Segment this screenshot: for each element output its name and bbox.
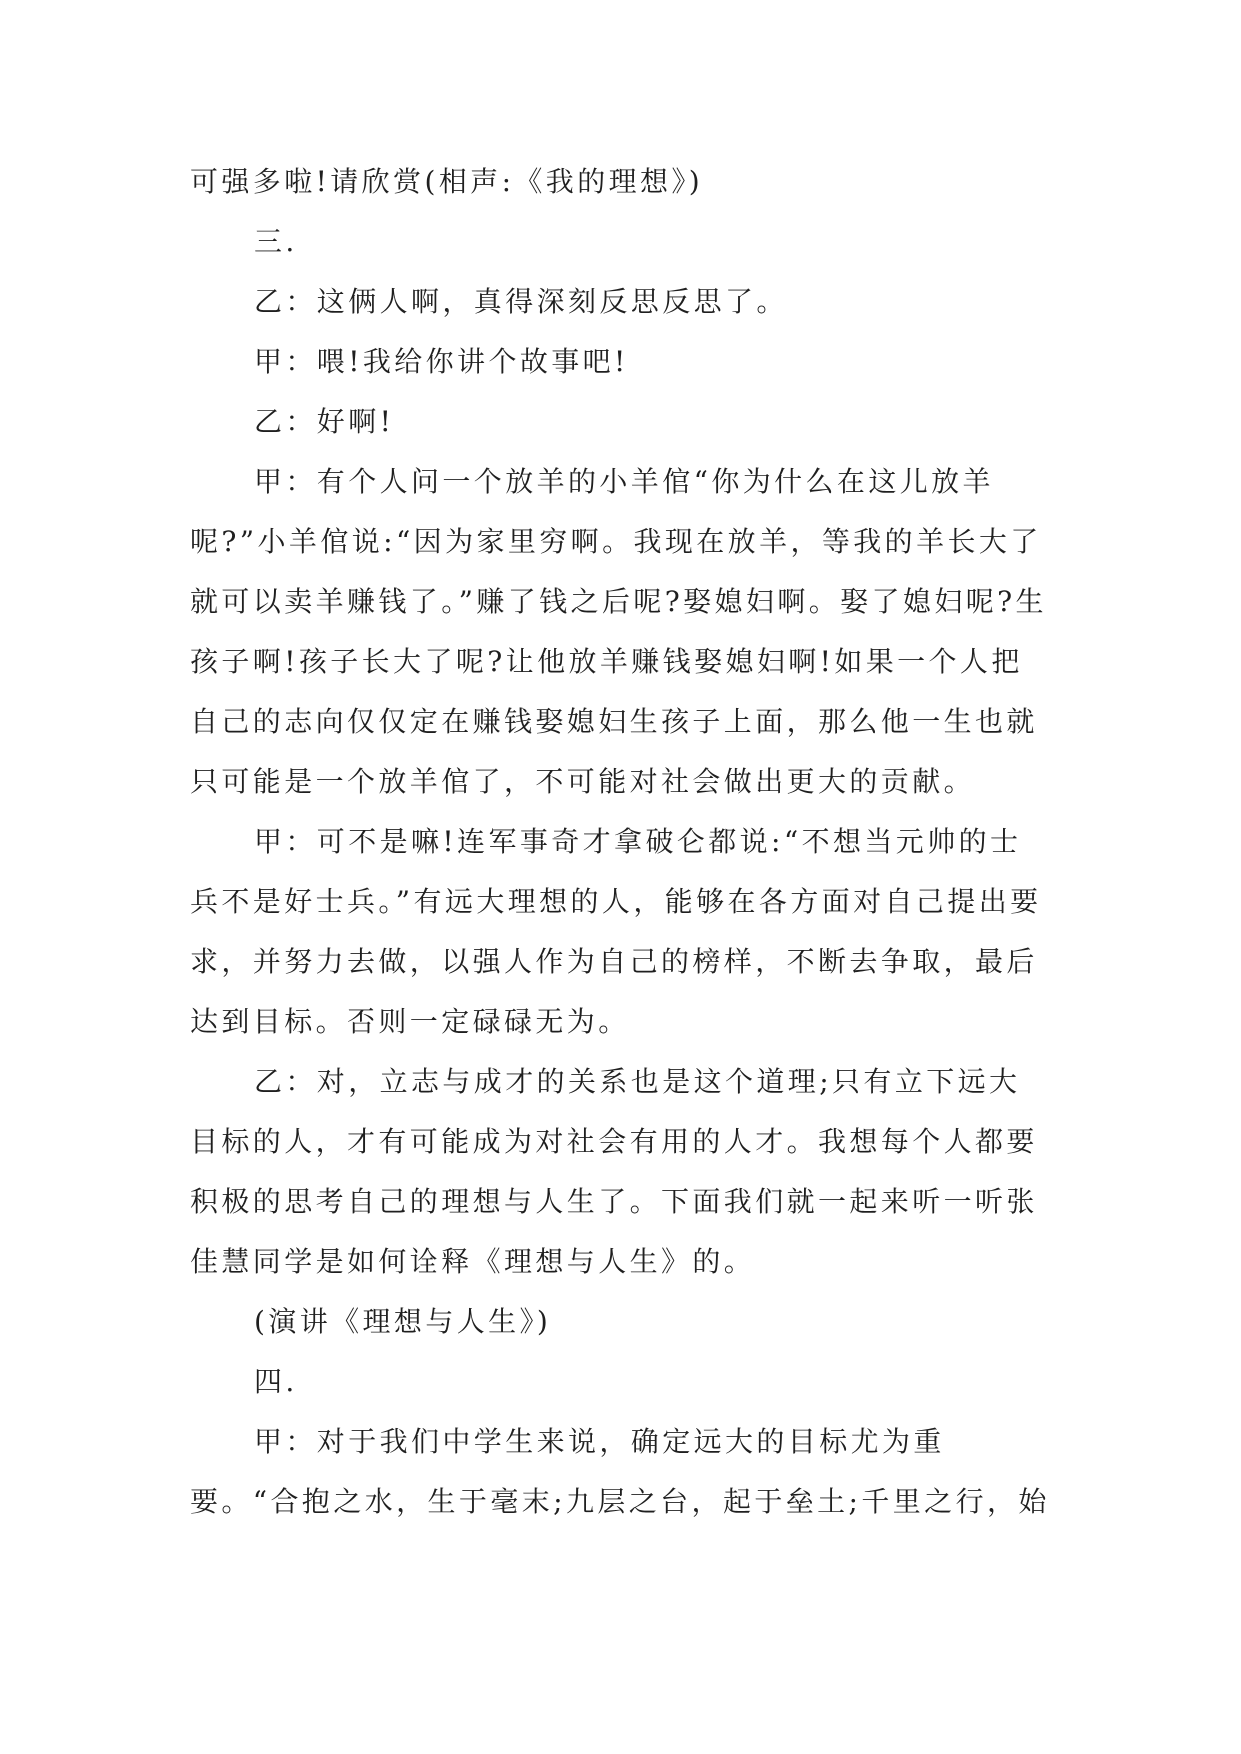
dialogue-line: 乙：好啊! (254, 405, 395, 438)
section-heading-four: 四. (254, 1365, 298, 1398)
document-body (190, 152, 1050, 1532)
stage-note: (演讲《理想与人生》) (254, 1305, 552, 1338)
section-heading-three: 三. (254, 225, 298, 258)
dialogue-line: 乙：这俩人啊，真得深刻反思反思了。 (254, 285, 788, 318)
paragraph-continuation: 可强多啦!请欣赏(相声:《我的理想》) (190, 165, 704, 198)
dialogue-line: 甲：有个人问一个放羊的小羊倌“你为什么在这儿放羊呢?”小羊倌说:“因为家里穷啊。我现在放羊，等我的羊长大了就可以卖羊赚钱了。”赚了钱之后呢?娶媳妇啊。娶了媳妇呢?生孩子啊!孩子长大了呢?让他放羊赚钱娶媳妇啊!如果一个人把自己的志向仅仅定在赚钱娶媳妇生孩子上面，那么他一生也就只可能是一个放羊倌了，不可能对社会做出更大的贡献。 (190, 465, 1047, 798)
dialogue-line: 甲：可不是嘛!连军事奇才拿破仑都说:“不想当元帅的士兵不是好士兵。”有远大理想的人，能够在各方面对自己提出要求，并努力去做，以强人作为自己的榜样，不断去争取，最后达到目标。否则一定碌碌无为。 (190, 825, 1042, 1038)
dialogue-line: 甲：喂!我给你讲个故事吧! (254, 345, 629, 378)
dialogue-line: 乙：对，立志与成才的关系也是这个道理;只有立下远大目标的人，才有可能成为对社会有用的人才。我想每个人都要积极的思考自己的理想与人生了。下面我们就一起来听一听张佳慧同学是如何诠释《理想与人生》的。 (190, 1065, 1038, 1278)
dialogue-line: 甲：对于我们中学生来说，确定远大的目标尤为重要。“合抱之水，生于毫末;九层之台，起于垒土;千里之行，始 (190, 1425, 1050, 1518)
